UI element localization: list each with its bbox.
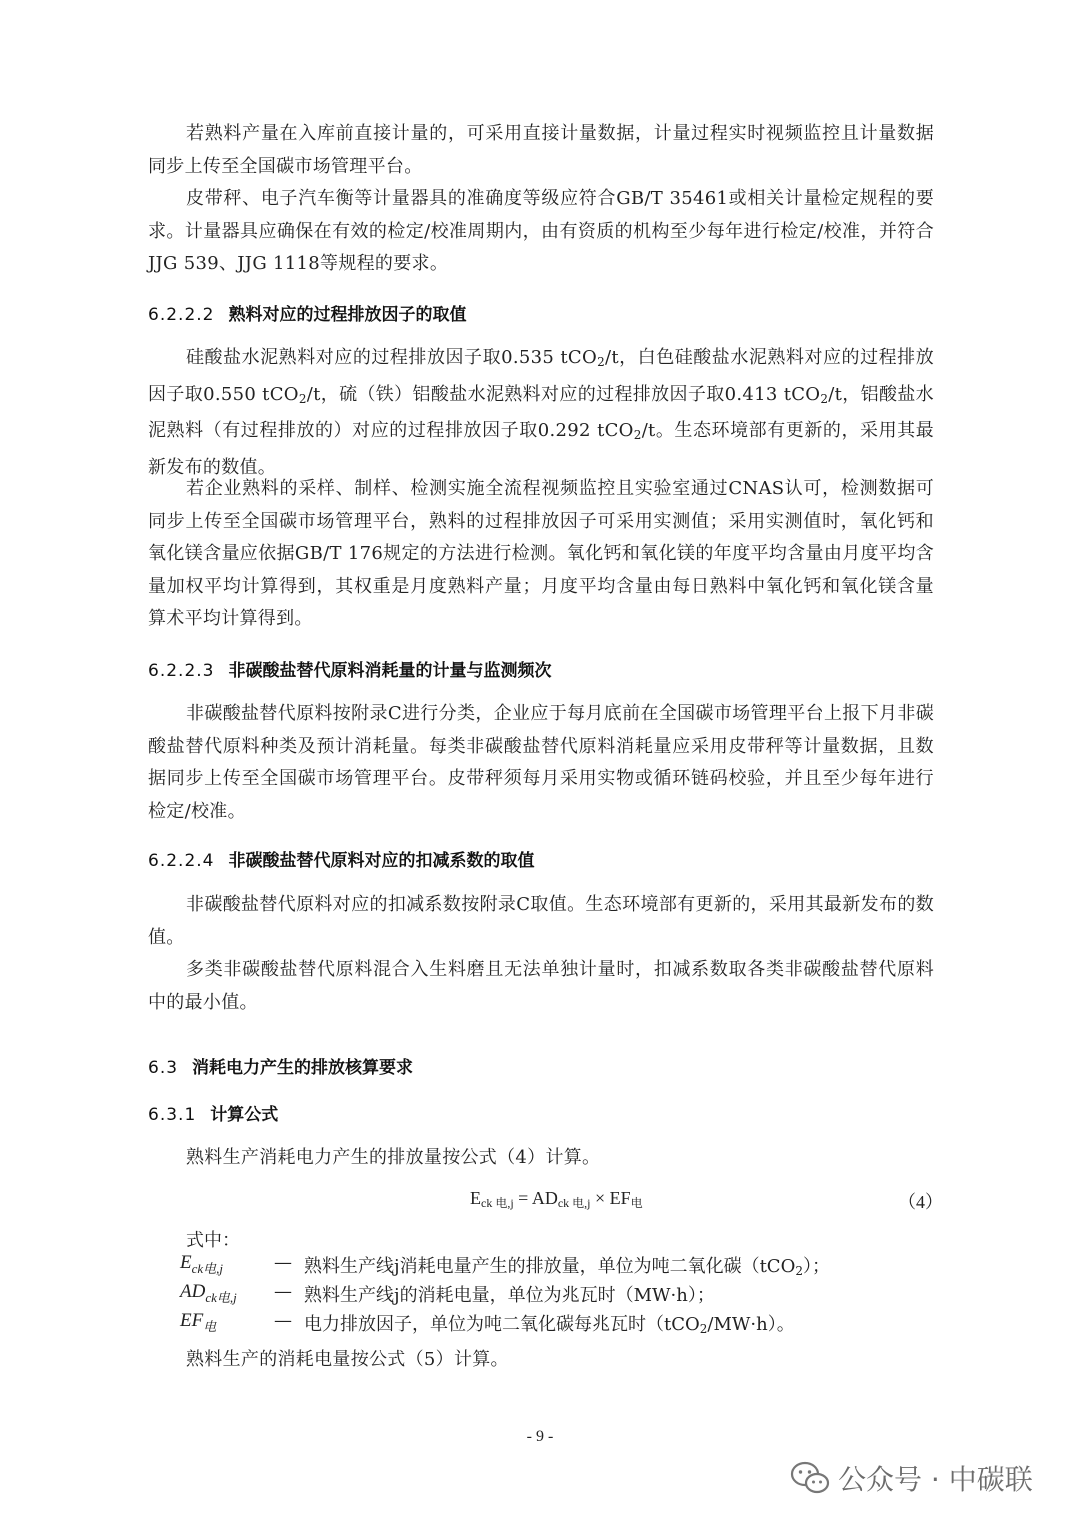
paragraph-substitute-materials: 非碳酸盐替代原料按附录C进行分类，企业应于每月底前在全国碳市场管理平台上报下月非碳酸盐替代原料种类及预计消耗量。每类非碳酸盐替代原料消耗量应采用皮带秤等计量数据，且数据同步上传至全国碳市场管理平台。皮带秤须每月采用实物或循环链码校验，并且至少每年进行检定/校准。 (148, 703, 934, 822)
definitions-label: 式中： (186, 1230, 240, 1251)
section-number: 6.2.2.2 (148, 305, 215, 325)
definition-description: 熟料生产线j的消耗电量，单位为兆瓦时（MW·h）； (304, 1285, 715, 1306)
formula-4: $E_{ck 电,j} = AD_{ck 电,j} \times EF_电$ (470, 1188, 643, 1210)
section-title: 非碳酸盐替代原料消耗量的计量与监测频次 (228, 661, 552, 681)
paragraph-formula-intro: 熟料生产消耗电力产生的排放量按公式（4）计算。 (186, 1147, 601, 1168)
section-number: 6.3 (148, 1058, 179, 1078)
watermark (790, 1458, 1033, 1498)
section-number: 6.2.2.3 (148, 661, 215, 681)
section-heading-6-3 (148, 1053, 413, 1078)
definition-description: 熟料生产线j消耗电量产生的排放量，单位为吨二氧化碳（tCO$_2$）； (304, 1256, 830, 1278)
definition-description: 电力排放因子，单位为吨二氧化碳每兆瓦时（tCO$_2$/MW·h）。 (304, 1314, 795, 1336)
section-title: 计算公式 (210, 1105, 279, 1125)
paragraph-mixed-materials: 多类非碳酸盐替代原料混合入生料磨且无法单独计量时，扣减系数取各类非碳酸盐替代原料中的最小值。 (148, 959, 934, 1013)
formula-number: （4） (898, 1192, 943, 1212)
section-title: 非碳酸盐替代原料对应的扣减系数的取值 (228, 851, 535, 871)
definition-symbol: $EF_电$ (180, 1310, 217, 1334)
section-title: 消耗电力产生的排放核算要求 (192, 1058, 414, 1078)
page-number: - 9 - (526, 1428, 554, 1445)
definition-row: $AD_{ck电,j}$ — 熟料生产线j的消耗电量，单位为兆瓦时（MW·h）； (180, 1281, 715, 1306)
definition-row: $E_{ck电,j}$ — 熟料生产线j消耗电量产生的排放量，单位为吨二氧化碳（tCO$_2$）； (180, 1252, 830, 1278)
paragraph-measured-values: 若企业熟料的采样、制样、检测实施全流程视频监控且实验室通过CNAS认可，检测数据可同步上传至全国碳市场管理平台，熟料的过程排放因子可采用实测值；采用实测值时，氧化钙和氧化镁含量应依据GB/T 176规定的方法进行检测。氧化钙和氧化镁的年度平均含量由月度平均含量加权平均计算得到，其权重是月度熟料产量；月度平均含量由每日熟料中氧化钙和氧化镁含量算术平均计算得到。 (148, 478, 934, 629)
section-number: 6.3.1 (148, 1105, 197, 1125)
section-title: 熟料对应的过程排放因子的取值 (228, 305, 467, 325)
section-heading-6-2-2-3 (148, 656, 551, 681)
paragraph-metering-instruments: 皮带秤、电子汽车衡等计量器具的准确度等级应符合GB/T 35461或相关计量检定规程的要求。计量器具应确保在有效的检定/校准周期内，由有资质的机构至少每年进行检定/校准，并符合JJG 539、JJG 1118等规程的要求。 (148, 188, 934, 274)
section-heading-6-3-1 (148, 1100, 278, 1125)
wechat-icon (790, 1461, 830, 1495)
paragraph-deduction-coefficient: 非碳酸盐替代原料对应的扣减系数按附录C取值。生态环境部有更新的，采用其最新发布的数值。 (148, 894, 934, 948)
paragraph-formula-5-intro: 熟料生产的消耗电量按公式（5）计算。 (186, 1349, 509, 1370)
section-heading-6-2-2-4 (148, 846, 534, 871)
definition-row: $EF_电$ — 电力排放因子，单位为吨二氧化碳每兆瓦时（tCO$_2$/MW·h）。 (180, 1310, 795, 1336)
section-heading-6-2-2-2 (148, 300, 466, 325)
section-number: 6.2.2.4 (148, 851, 215, 871)
watermark-text: 公众号 · 中碳联 (838, 1463, 1033, 1496)
definition-symbol: $E_{ck电,j}$ (180, 1252, 224, 1276)
paragraph-process-emission-factors: 硅酸盐水泥熟料对应的过程排放因子取0.535 tCO$_2$/t，白色硅酸盐水泥熟料对应的过程排放因子取0.550 tCO$_2$/t，硫（铁）铝酸盐水泥熟料对应的过程排放因子取0.413 tCO$_2$/t，铝酸盐水泥熟料（有过程排放的）对应的过程排放因子取0.292 tCO$_2$/t。生态环境部有更新的，采用其最新发布的数值。 (148, 347, 935, 478)
definition-symbol: $AD_{ck电,j}$ (180, 1281, 237, 1305)
paragraph-clinker-direct-metering: 若熟料产量在入库前直接计量的，可采用直接计量数据，计量过程实时视频监控且计量数据同步上传至全国碳市场管理平台。 (148, 123, 934, 177)
